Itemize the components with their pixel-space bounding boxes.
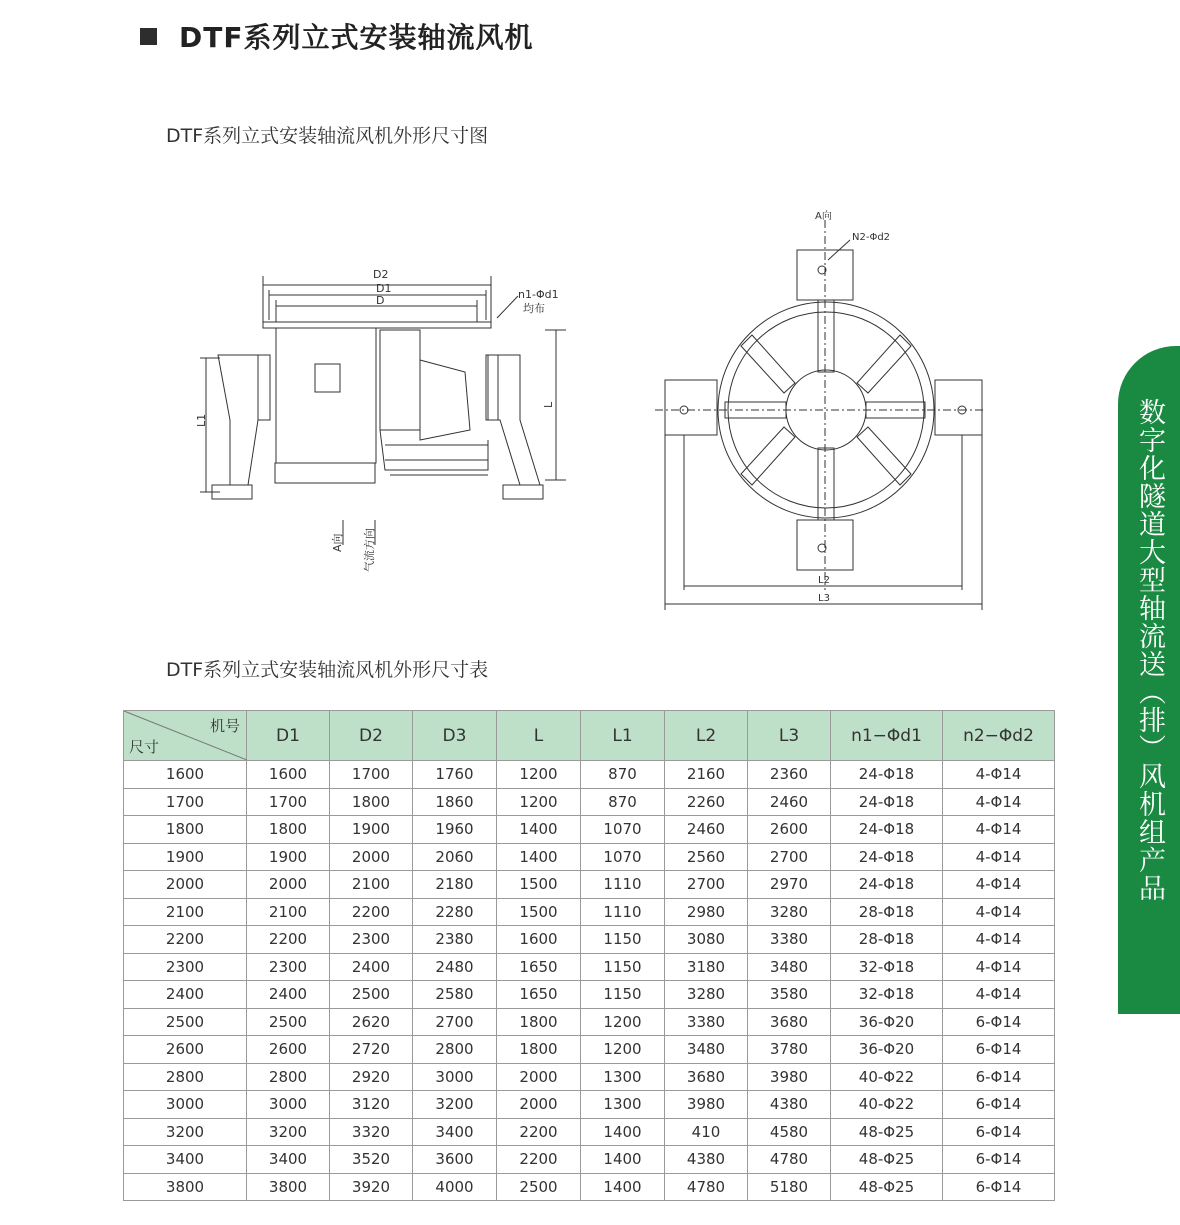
- table-cell: 2000: [330, 843, 413, 871]
- table-cell: 4380: [665, 1146, 748, 1174]
- table-cell: 2700: [748, 843, 831, 871]
- table-cell: 2200: [247, 926, 330, 954]
- table-cell: 2060: [413, 843, 497, 871]
- table-cell: 1800: [247, 816, 330, 844]
- label-d1: D1: [376, 282, 392, 295]
- table-title: DTF系列立式安装轴流风机外形尺寸表: [166, 659, 489, 681]
- table-cell: 32-Φ18: [831, 953, 943, 981]
- model-number-cell: 1700: [124, 788, 247, 816]
- table-cell: 2580: [413, 981, 497, 1009]
- label-l: L: [542, 401, 555, 408]
- table-cell: 24-Φ18: [831, 871, 943, 899]
- table-cell: 1400: [497, 843, 581, 871]
- table-cell: 1700: [330, 761, 413, 789]
- page-title: [140, 16, 533, 56]
- table-cell: 2000: [497, 1063, 581, 1091]
- table-cell: 1400: [581, 1118, 665, 1146]
- table-cell: 2700: [413, 1008, 497, 1036]
- label-airflow: 气流方向: [363, 528, 376, 572]
- table-cell: 2280: [413, 898, 497, 926]
- table-cell: 1860: [413, 788, 497, 816]
- table-cell: 3400: [247, 1146, 330, 1174]
- header-cell: D3: [413, 711, 497, 761]
- header-cell: L1: [581, 711, 665, 761]
- table-cell: 36-Φ20: [831, 1008, 943, 1036]
- page-title-text: DTF系列立式安装轴流风机: [179, 21, 534, 54]
- table-cell: 3280: [665, 981, 748, 1009]
- table-row: [124, 1146, 1055, 1174]
- table-cell: 6-Φ14: [943, 1063, 1055, 1091]
- table-cell: 1500: [497, 871, 581, 899]
- table-cell: 4380: [748, 1091, 831, 1119]
- table-cell: 3980: [665, 1091, 748, 1119]
- table-cell: 1400: [497, 816, 581, 844]
- table-row: [124, 1118, 1055, 1146]
- header-cell: L3: [748, 711, 831, 761]
- table-cell: 1760: [413, 761, 497, 789]
- table-cell: 2560: [665, 843, 748, 871]
- table-cell: 1200: [497, 761, 581, 789]
- model-number-cell: 2200: [124, 926, 247, 954]
- table-cell: 2460: [748, 788, 831, 816]
- table-row: [124, 788, 1055, 816]
- table-cell: 5180: [748, 1173, 831, 1201]
- table-cell: 4-Φ14: [943, 816, 1055, 844]
- header-cell: n1−Φd1: [831, 711, 943, 761]
- table-row: [124, 953, 1055, 981]
- table-cell: 24-Φ18: [831, 788, 943, 816]
- table-cell: 2260: [665, 788, 748, 816]
- table-cell: 2100: [247, 898, 330, 926]
- label-l1: L1: [195, 413, 208, 427]
- table-cell: 3980: [748, 1063, 831, 1091]
- table-cell: 3800: [247, 1173, 330, 1201]
- table-body: [124, 761, 1055, 1201]
- label-l2: L2: [818, 575, 830, 586]
- table-cell: 1150: [581, 953, 665, 981]
- table-cell: 6-Φ14: [943, 1173, 1055, 1201]
- table-cell: 1200: [497, 788, 581, 816]
- table-cell: 1600: [247, 761, 330, 789]
- table-cell: 2200: [330, 898, 413, 926]
- corner-bottom-label: 尺寸: [129, 738, 160, 756]
- table-cell: 2180: [413, 871, 497, 899]
- table-cell: 2400: [247, 981, 330, 1009]
- table-cell: 1200: [581, 1008, 665, 1036]
- model-number-cell: 2300: [124, 953, 247, 981]
- table-cell: 6-Φ14: [943, 1008, 1055, 1036]
- table-cell: 36-Φ20: [831, 1036, 943, 1064]
- table-cell: 1900: [247, 843, 330, 871]
- label-even: 均布: [523, 302, 545, 315]
- table-cell: 28-Φ18: [831, 926, 943, 954]
- drawing-title: DTF系列立式安装轴流风机外形尺寸图: [166, 125, 489, 147]
- table-cell: 3680: [665, 1063, 748, 1091]
- table-cell: 1150: [581, 981, 665, 1009]
- table-cell: 2100: [330, 871, 413, 899]
- table-cell: 6-Φ14: [943, 1118, 1055, 1146]
- table-cell: 2360: [748, 761, 831, 789]
- table-header-row: [124, 711, 1055, 761]
- table-cell: 48-Φ25: [831, 1118, 943, 1146]
- table-cell: 2460: [665, 816, 748, 844]
- table-cell: 1900: [330, 816, 413, 844]
- model-number-cell: 1600: [124, 761, 247, 789]
- table-row: [124, 816, 1055, 844]
- table-cell: 48-Φ25: [831, 1146, 943, 1174]
- table-cell: 2920: [330, 1063, 413, 1091]
- table-cell: 2300: [247, 953, 330, 981]
- table-cell: 2300: [330, 926, 413, 954]
- table-cell: 6-Φ14: [943, 1146, 1055, 1174]
- table-cell: 4780: [665, 1173, 748, 1201]
- header-cell: L2: [665, 711, 748, 761]
- table-cell: 6-Φ14: [943, 1091, 1055, 1119]
- table-cell: 4-Φ14: [943, 926, 1055, 954]
- table-cell: 1200: [581, 1036, 665, 1064]
- table-cell: 1110: [581, 898, 665, 926]
- model-number-cell: 3400: [124, 1146, 247, 1174]
- table-corner-header: [124, 711, 247, 761]
- label-d2: D2: [373, 268, 389, 281]
- table-cell: 4780: [748, 1146, 831, 1174]
- table-cell: 4-Φ14: [943, 953, 1055, 981]
- label-d: D: [376, 294, 385, 307]
- table-cell: 2700: [665, 871, 748, 899]
- table-cell: 1150: [581, 926, 665, 954]
- table-cell: 3000: [413, 1063, 497, 1091]
- table-cell: 1600: [497, 926, 581, 954]
- table-cell: 2200: [497, 1146, 581, 1174]
- table-cell: 1500: [497, 898, 581, 926]
- model-number-cell: 2100: [124, 898, 247, 926]
- table-row: [124, 761, 1055, 789]
- table-cell: 2620: [330, 1008, 413, 1036]
- table-row: [124, 1008, 1055, 1036]
- table-cell: 3680: [748, 1008, 831, 1036]
- table-row: [124, 898, 1055, 926]
- table-cell: 4-Φ14: [943, 871, 1055, 899]
- table-cell: 2500: [247, 1008, 330, 1036]
- table-cell: 1800: [497, 1008, 581, 1036]
- header-cell: L: [497, 711, 581, 761]
- table-cell: 3180: [665, 953, 748, 981]
- table-cell: 3380: [748, 926, 831, 954]
- table-cell: 2800: [413, 1036, 497, 1064]
- table-cell: 2500: [497, 1173, 581, 1201]
- table-cell: 1960: [413, 816, 497, 844]
- table-cell: 870: [581, 788, 665, 816]
- table-cell: 3380: [665, 1008, 748, 1036]
- table-cell: 40-Φ22: [831, 1091, 943, 1119]
- table-cell: 3400: [413, 1118, 497, 1146]
- table-cell: 1110: [581, 871, 665, 899]
- table-cell: 2400: [330, 953, 413, 981]
- table-cell: 32-Φ18: [831, 981, 943, 1009]
- model-number-cell: 1800: [124, 816, 247, 844]
- table-cell: 2600: [748, 816, 831, 844]
- table-cell: 24-Φ18: [831, 761, 943, 789]
- table-cell: 1400: [581, 1173, 665, 1201]
- table-cell: 3080: [665, 926, 748, 954]
- table-cell: 1700: [247, 788, 330, 816]
- table-cell: 2160: [665, 761, 748, 789]
- label-a-direction: A向: [331, 533, 344, 552]
- model-number-cell: 1900: [124, 843, 247, 871]
- table-cell: 2800: [247, 1063, 330, 1091]
- table-row: [124, 1091, 1055, 1119]
- label-n2: N2-Φd2: [852, 232, 891, 243]
- table-cell: 6-Φ14: [943, 1036, 1055, 1064]
- table-cell: 3600: [413, 1146, 497, 1174]
- table-cell: 3320: [330, 1118, 413, 1146]
- table-cell: 3000: [247, 1091, 330, 1119]
- table-cell: 40-Φ22: [831, 1063, 943, 1091]
- table-cell: 3480: [748, 953, 831, 981]
- model-number-cell: 3200: [124, 1118, 247, 1146]
- table-cell: 410: [665, 1118, 748, 1146]
- model-number-cell: 2500: [124, 1008, 247, 1036]
- table-cell: 2500: [330, 981, 413, 1009]
- table-cell: 2970: [748, 871, 831, 899]
- header-cell: D2: [330, 711, 413, 761]
- table-cell: 4-Φ14: [943, 898, 1055, 926]
- table-cell: 3520: [330, 1146, 413, 1174]
- model-number-cell: 3000: [124, 1091, 247, 1119]
- table-row: [124, 981, 1055, 1009]
- table-cell: 28-Φ18: [831, 898, 943, 926]
- table-cell: 2720: [330, 1036, 413, 1064]
- header-cell: D1: [247, 711, 330, 761]
- table-cell: 3120: [330, 1091, 413, 1119]
- label-n1: n1-Φd1: [518, 288, 559, 301]
- side-tab-label: 数字化隧道大型轴流送（排）风机组产品: [1134, 398, 1165, 902]
- table-row: [124, 1036, 1055, 1064]
- table-cell: 2200: [497, 1118, 581, 1146]
- model-number-cell: 2800: [124, 1063, 247, 1091]
- table-cell: 4-Φ14: [943, 981, 1055, 1009]
- fan-front-view-drawing: [650, 205, 990, 610]
- table-cell: 2000: [247, 871, 330, 899]
- label-a-view: A向: [815, 211, 832, 222]
- label-l3: L3: [818, 593, 830, 604]
- table-cell: 1070: [581, 843, 665, 871]
- corner-top-label: 机号: [209, 717, 240, 735]
- table-cell: 3280: [748, 898, 831, 926]
- table-cell: 3580: [748, 981, 831, 1009]
- table-row: [124, 926, 1055, 954]
- table-cell: 1300: [581, 1063, 665, 1091]
- table-cell: 4-Φ14: [943, 788, 1055, 816]
- side-category-tab[interactable]: [1118, 346, 1180, 1014]
- table-cell: 2480: [413, 953, 497, 981]
- dimension-table: [123, 710, 1055, 1201]
- model-number-cell: 2600: [124, 1036, 247, 1064]
- table-cell: 3200: [247, 1118, 330, 1146]
- table-cell: 1800: [497, 1036, 581, 1064]
- table-row: [124, 843, 1055, 871]
- table-cell: 1070: [581, 816, 665, 844]
- table-cell: 2600: [247, 1036, 330, 1064]
- table-cell: 48-Φ25: [831, 1173, 943, 1201]
- table-cell: 3480: [665, 1036, 748, 1064]
- title-square-icon: [140, 28, 157, 45]
- table-row: [124, 1063, 1055, 1091]
- table-cell: 2000: [497, 1091, 581, 1119]
- table-cell: 1400: [581, 1146, 665, 1174]
- table-cell: 4-Φ14: [943, 761, 1055, 789]
- table-cell: 1300: [581, 1091, 665, 1119]
- table-row: [124, 871, 1055, 899]
- table-cell: 2980: [665, 898, 748, 926]
- table-cell: 870: [581, 761, 665, 789]
- model-number-cell: 2000: [124, 871, 247, 899]
- table-cell: 4-Φ14: [943, 843, 1055, 871]
- table-cell: 2380: [413, 926, 497, 954]
- model-number-cell: 2400: [124, 981, 247, 1009]
- fan-side-view-drawing: [190, 262, 600, 592]
- table-cell: 24-Φ18: [831, 843, 943, 871]
- table-row: [124, 1173, 1055, 1201]
- table-cell: 1650: [497, 953, 581, 981]
- header-cell: n2−Φd2: [943, 711, 1055, 761]
- table-cell: 3920: [330, 1173, 413, 1201]
- table-cell: 3780: [748, 1036, 831, 1064]
- table-cell: 24-Φ18: [831, 816, 943, 844]
- table-cell: 4000: [413, 1173, 497, 1201]
- table-cell: 4580: [748, 1118, 831, 1146]
- table-cell: 1650: [497, 981, 581, 1009]
- table-cell: 3200: [413, 1091, 497, 1119]
- model-number-cell: 3800: [124, 1173, 247, 1201]
- table-cell: 1800: [330, 788, 413, 816]
